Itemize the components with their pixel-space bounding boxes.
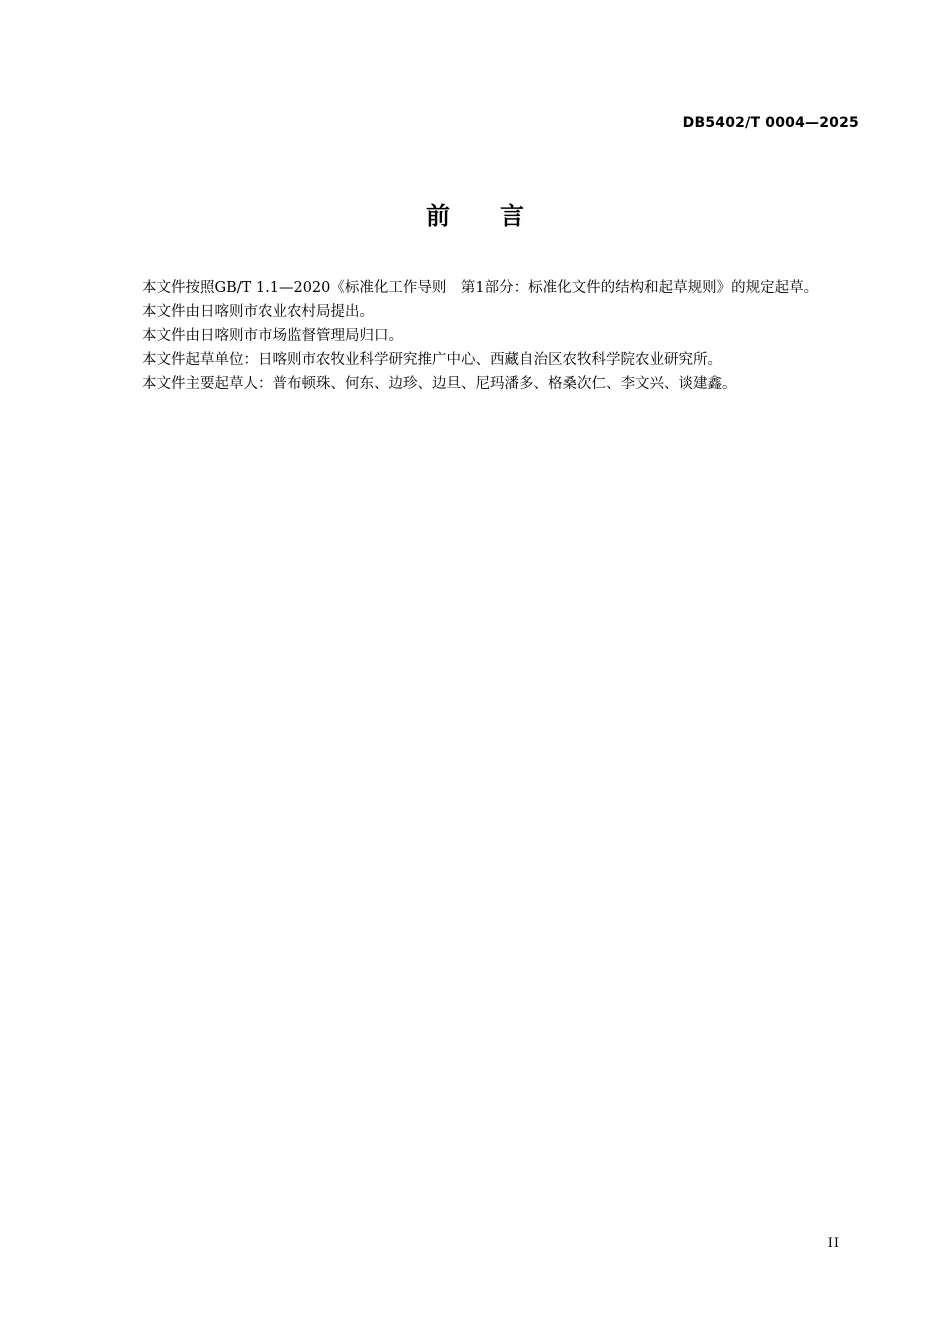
paragraph-proposer: 本文件由日喀则市农业农村局提出。 [142,304,374,320]
paragraph-administrator: 本文件由日喀则市市场监督管理局归口。 [142,328,403,344]
page-number: II [827,1236,840,1251]
document-code: DB5402/T 0004—2025 [682,115,859,131]
foreword-body [113,276,860,396]
title-char-2: 言 [500,202,524,230]
title-char-1: 前 [426,202,450,230]
page-title [0,196,950,231]
paragraph-drafting-units: 本文件起草单位：日喀则市农牧业科学研究推广中心、西藏自治区农牧科学院农业研究所。 [142,352,722,368]
paragraph-drafters: 本文件主要起草人：普布顿珠、何东、边珍、边旦、尼玛潘多、格桑次仁、李文兴、谈建鑫。 [142,376,737,392]
paragraph-drafting-basis: 本文件按照GB/T 1.1—2020《标准化工作导则 第1部分：标准化文件的结构和起草规则》的规定起草。 [142,280,819,296]
